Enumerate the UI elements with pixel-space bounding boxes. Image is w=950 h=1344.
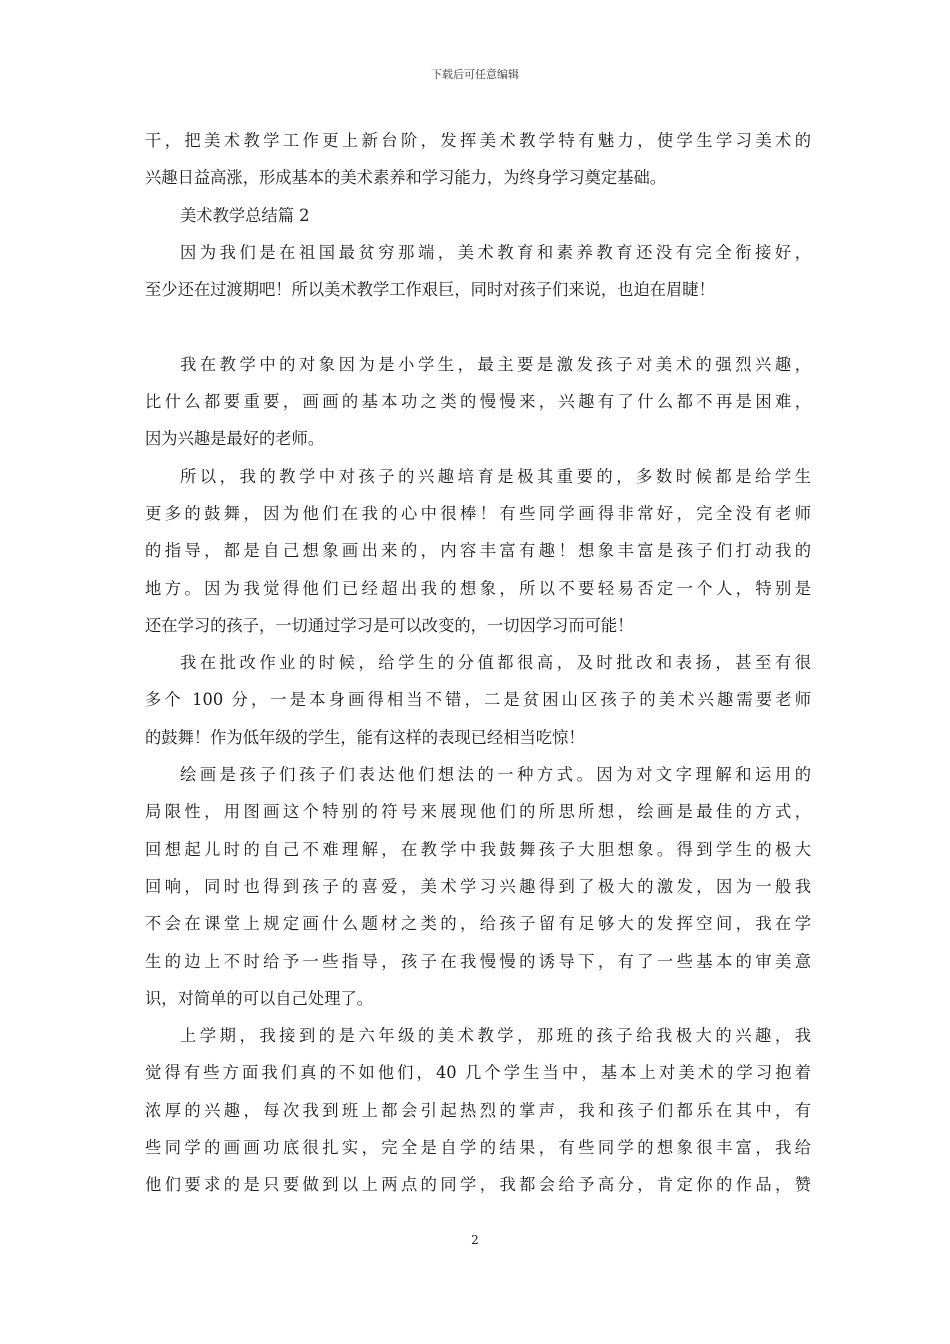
paragraph-line: 我在批改作业的时候，给学生的分值都很高，及时批改和表扬，甚至有很: [180, 653, 811, 673]
paragraph-line: 比什么都要重要，画画的基本功之类的慢慢来，兴趣有了什么都不再是困难，: [145, 392, 811, 412]
paragraph-line: 局限性，用图画这个特别的符号来展现他们的所思所想，绘画是最佳的方式，: [145, 802, 811, 822]
paragraph-line: 不会在课堂上规定画什么题材之类的，给孩子留有足够大的发挥空间，我在学: [145, 914, 811, 934]
paragraph-line: 绘画是孩子们孩子们表达他们想法的一种方式。因为对文字理解和运用的: [180, 765, 811, 785]
paragraph-line: 因为我们是在祖国最贫穷那端，美术教育和素养教育还没有完全衔接好，: [180, 242, 811, 262]
paragraph-line: 所以，我的教学中对孩子的兴趣培育是极其重要的，多数时候都是给学生: [180, 466, 811, 486]
paragraph-line: 我在教学中的对象因为是小学生，最主要是激发孩子对美术的强烈兴趣，: [180, 354, 811, 374]
paragraph-line: 他们要求的是只要做到以上两点的同学，我都会给予高分，肯定你的作品，赞: [145, 1175, 811, 1195]
paragraph-line: 至少还在过渡期吧！所以美术教学工作艰巨，同时对孩子们来说，也迫在眉睫！: [145, 280, 715, 300]
paragraph-line: 因为兴趣是最好的老师。: [145, 429, 325, 449]
paragraph-line: 些同学的画画功底很扎实，完全是自学的结果，有些同学的想象很丰富，我给: [145, 1138, 811, 1158]
page-header: 下载后可任意编辑: [431, 68, 519, 81]
paragraph-line: 兴趣日益高涨，形成基本的美术素养和学习能力，为终身学习奠定基础。: [145, 168, 667, 188]
paragraph-line: 干，把美术教学工作更上新台阶，发挥美术教学特有魅力，使学生学习美术的: [145, 131, 811, 150]
paragraph-line: 多个 100 分，一是本身画得相当不错，二是贫困山区孩子的美术兴趣需要老师: [145, 690, 811, 710]
paragraph-line: 识，对简单的可以自己处理了。: [145, 988, 373, 1008]
document-body: [145, 122, 811, 1204]
blank-line: [145, 308, 811, 345]
paragraph-line: 回响，同时也得到孩子的喜爱，美术学习兴趣得到了极大的激发，因为一般我: [145, 876, 811, 896]
paragraph-line: 上学期，我接到的是六年级的美术教学，那班的孩子给我极大的兴趣，我: [180, 1026, 811, 1046]
paragraph-line: 还在学习的孩子，一切通过学习是可以改变的，一切因学习而可能！: [145, 615, 634, 635]
paragraph-line: 浓厚的兴趣，每次我到班上都会引起热烈的掌声，我和孩子们都乐在其中，有: [145, 1100, 811, 1120]
paragraph-line: 地方。因为我觉得他们已经超出我的想象，所以不要轻易否定一个人，特别是: [145, 578, 811, 598]
paragraph-line: 生的边上不时给予一些指导，孩子在我慢慢的诱导下，有了一些基本的审美意: [145, 951, 811, 971]
paragraph-line: 回想起儿时的自己不难理解，在教学中我鼓舞孩子大胆想象。得到学生的极大: [145, 839, 811, 859]
paragraph-line: 觉得有些方面我们真的不如他们，40 几个学生当中，基本上对美术的学习抱着: [145, 1063, 811, 1083]
paragraph-line: 的指导，都是自己想象画出来的，内容丰富有趣！想象丰富是孩子们打动我的: [145, 541, 811, 561]
paragraph-line: 更多的鼓舞，因为他们在我的心中很棒！有些同学画得非常好，完全没有老师: [145, 503, 811, 523]
section-heading: 美术教学总结篇 2: [180, 205, 310, 225]
paragraph-line: 的鼓舞！作为低年级的学生，能有这样的表现已经相当吃惊！: [145, 727, 585, 747]
page-number: 2: [471, 1233, 479, 1247]
